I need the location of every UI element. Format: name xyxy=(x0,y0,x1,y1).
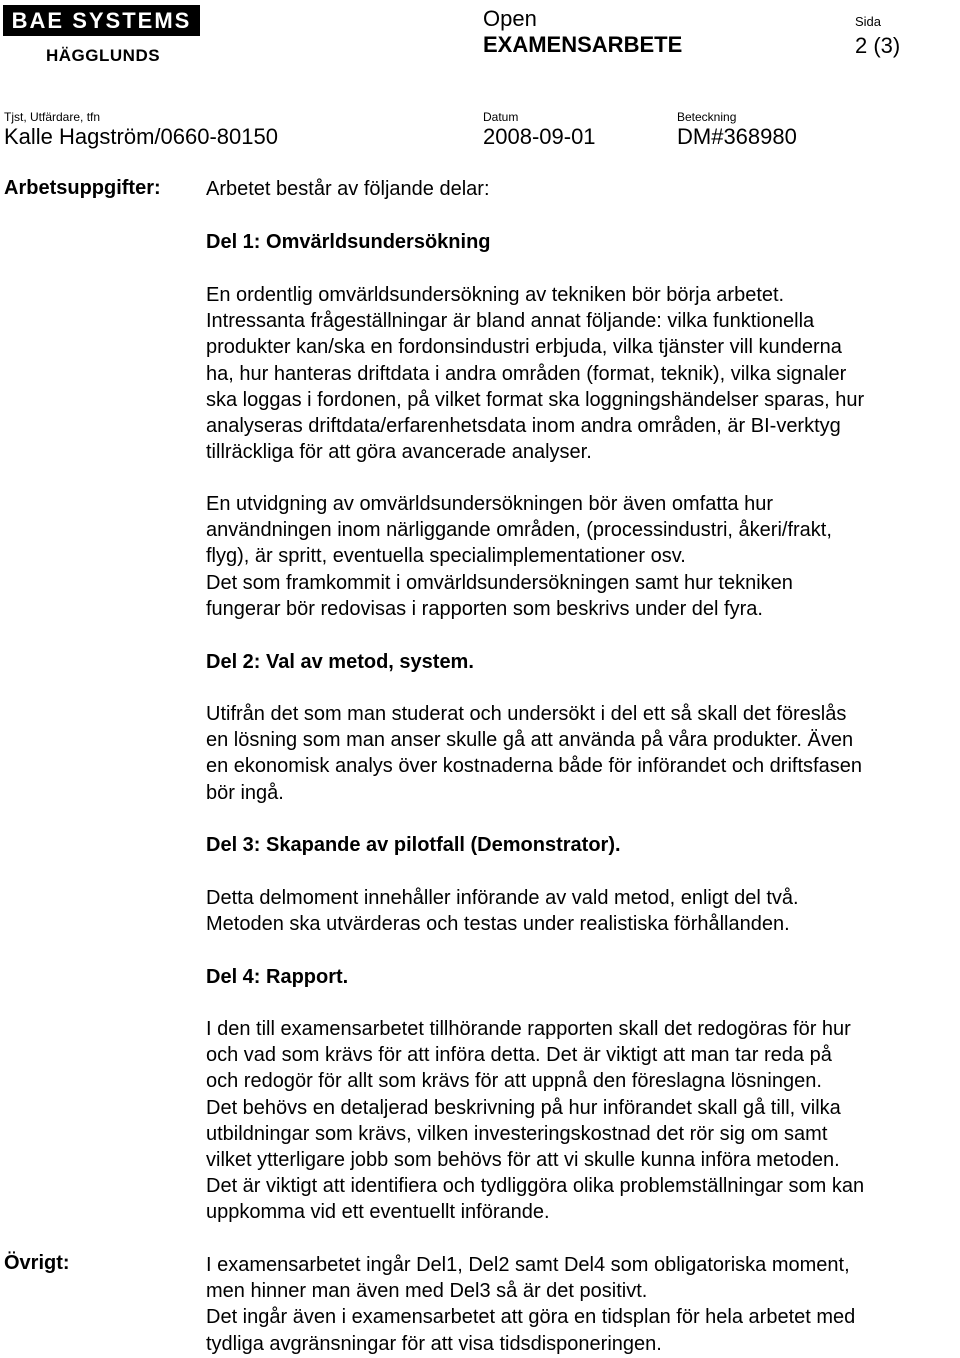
text-line: analyseras driftdata/erfarenhetsdata inom andra områden, är BI-verktyg xyxy=(206,415,841,438)
tasks-intro: Arbetet består av följande delar: xyxy=(206,178,490,200)
author-value: Kalle Hagström/0660-80150 xyxy=(4,124,278,149)
text-line: I den till examensarbetet tillhörande rapporten skall det redogöras för hur xyxy=(206,1018,851,1040)
text-line: och redogör för allt som krävs för att uppnå den föreslagna lösningen. xyxy=(206,1070,822,1093)
document-title: EXAMENSARBETE xyxy=(483,32,683,57)
part1-paragraph-2 xyxy=(206,491,958,622)
text-line: tydliga avgränsningar för att visa tidsdisponeringen. xyxy=(206,1332,662,1355)
text-line: produkter kan/ska en fordonsindustri erbjuda, vilka tjänster vill kunderna xyxy=(206,336,842,359)
part4-paragraph xyxy=(206,1016,958,1226)
text-line: ha, hur hanteras driftdata i andra områden (format, teknik), vilka signaler xyxy=(206,362,847,385)
text-line: uppkomma vid ett eventuellt införande. xyxy=(206,1201,550,1224)
author-label: Tjst, Utfärdare, tfn xyxy=(4,110,101,124)
reference-label: Beteckning xyxy=(677,110,737,124)
part2-paragraph xyxy=(206,701,958,806)
text-line: men hinner man även med Del3 så är det positivt. xyxy=(206,1280,648,1303)
text-line: ska loggas i fordonen, på vilket format ska loggningshändelser sparas, hur xyxy=(206,388,865,411)
text-line: flyg), är spritt, eventuella specialimplementationer osv. xyxy=(206,545,686,568)
text-line: användningen inom närliggande områden, (processindustri, åkeri/frakt, xyxy=(206,519,832,542)
text-line: Intressanta frågeställningar är bland annat följande: vilka funktionella xyxy=(206,310,815,333)
part4-heading: Del 4: Rapport. xyxy=(206,966,349,988)
reference-value: DM#368980 xyxy=(677,124,797,149)
text-line: En ordentlig omvärldsundersökning av tekniken bör börja arbetet. xyxy=(206,284,785,306)
text-line: en lösning som man anser skulle gå att använda på våra produkter. Även xyxy=(206,729,854,752)
part3-heading: Del 3: Skapande av pilotfall (Demonstrator). xyxy=(206,834,621,856)
text-line: en ekonomisk analys över kostnaderna både för införandet och driftsfasen xyxy=(206,755,862,778)
text-line: I examensarbetet ingår Del1, Del2 samt Del4 som obligatoriska moment, xyxy=(206,1254,850,1276)
text-line: bör ingå. xyxy=(206,781,284,804)
bae-systems-logo: BAE SYSTEMS xyxy=(3,5,200,36)
text-line: Det som framkommit i omvärldsundersökningen samt hur tekniken xyxy=(206,571,793,594)
text-line: vilket ytterligare jobb som behövs för att vi skulle kunna införa metoden. xyxy=(206,1149,840,1172)
classification-text: Open xyxy=(483,6,537,31)
text-line: och vad som krävs för att införa detta. Det är viktigt att man tar reda på xyxy=(206,1044,832,1067)
tasks-section-label: Arbetsuppgifter: xyxy=(4,177,161,199)
text-line: Det ingår även i examensarbetet att göra en tidsplan för hela arbetet med xyxy=(206,1306,856,1329)
other-paragraph xyxy=(206,1252,958,1357)
page-number: 2 (3) xyxy=(855,33,901,58)
text-line: Metoden ska utvärderas och testas under realistiska förhållanden. xyxy=(206,913,790,936)
text-line: tillräckliga för att göra avancerade analyser. xyxy=(206,441,592,464)
date-label: Datum xyxy=(483,110,519,124)
text-line: utbildningar som krävs, vilken investeringskostnad det rör sig om samt xyxy=(206,1122,828,1145)
text-line: Det behövs en detaljerad beskrivning på hur införandet skall gå till, vilka xyxy=(206,1096,841,1119)
part3-paragraph xyxy=(206,885,958,937)
text-line: En utvidgning av omvärldsundersökningen bör även omfatta hur xyxy=(206,493,774,515)
text-line: fungerar bör redovisas i rapporten som beskrivs under del fyra. xyxy=(206,597,763,620)
text-line: Utifrån det som man studerat och undersökt i del ett så skall det föreslås xyxy=(206,703,847,725)
text-line: Detta delmoment innehåller införande av vald metod, enligt del två. xyxy=(206,887,799,909)
part2-heading: Del 2: Val av metod, system. xyxy=(206,651,474,673)
other-section-label: Övrigt: xyxy=(4,1252,70,1274)
part1-paragraph-1 xyxy=(206,282,958,465)
page-label: Sida xyxy=(855,14,882,29)
part1-heading: Del 1: Omvärldsundersökning xyxy=(206,231,491,253)
hagglunds-logo-text: HÄGGLUNDS xyxy=(46,46,161,65)
date-value: 2008-09-01 xyxy=(483,124,596,149)
text-line: Det är viktigt att identifiera och tydliggöra olika problemställningar som kan xyxy=(206,1175,865,1198)
